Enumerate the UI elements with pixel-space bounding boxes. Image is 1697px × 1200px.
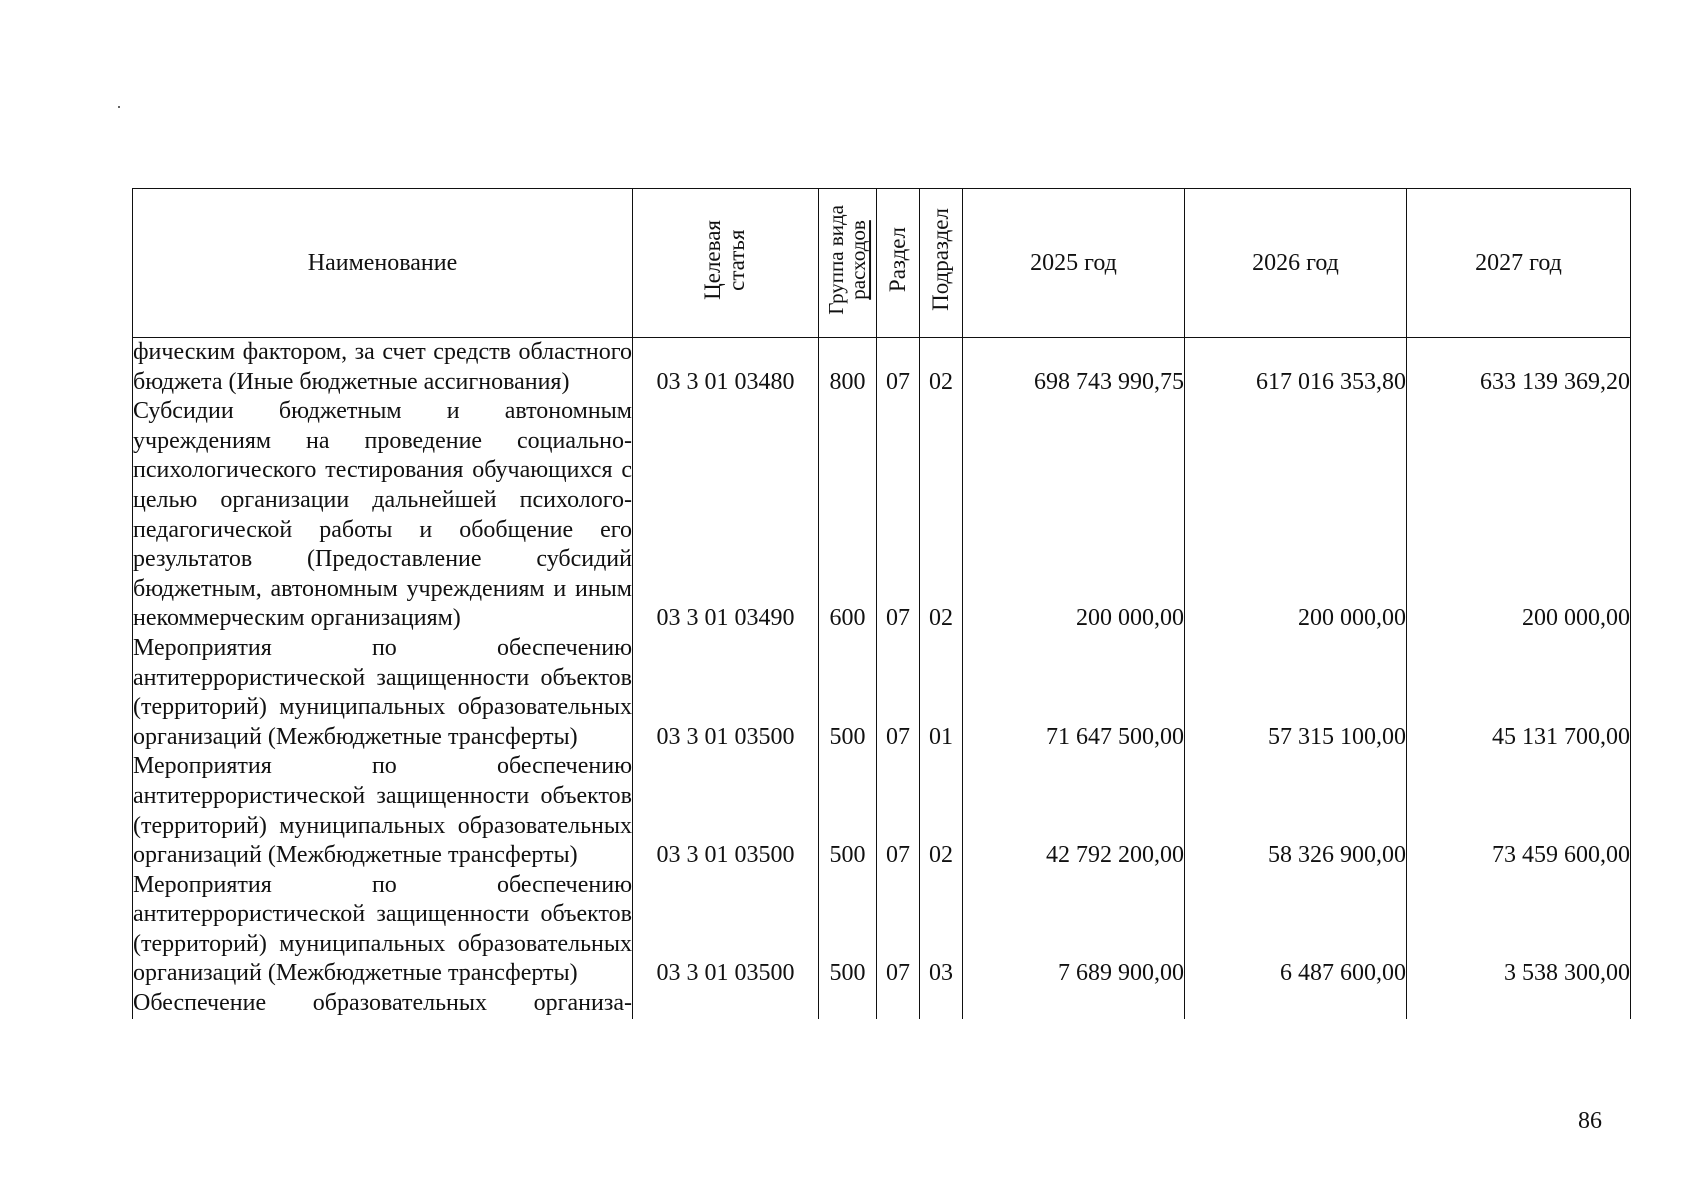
row-section: 07 (877, 634, 920, 752)
table-row (133, 989, 1631, 1019)
header-year-2027: 2027 год (1407, 189, 1631, 338)
row-amount-2025: 698 743 990,75 (963, 338, 1185, 398)
row-amount-2026: 200 000,00 (1185, 397, 1407, 634)
row-target-article: 03 3 01 03500 (633, 752, 819, 870)
header-name: Наименование (133, 189, 633, 338)
header-year-2025: 2025 год (963, 189, 1185, 338)
row-amount-2027: 633 139 369,20 (1407, 338, 1631, 398)
row-amount-2027: 3 538 300,00 (1407, 871, 1631, 989)
row-amount-2026: 6 487 600,00 (1185, 871, 1407, 989)
row-amount-2025 (963, 989, 1185, 1019)
row-amount-2026 (1185, 989, 1407, 1019)
row-subsection (920, 989, 963, 1019)
row-amount-2025: 200 000,00 (963, 397, 1185, 634)
row-name: Мероприятия по обеспечению антитеррористической защищенности объектов (территорий) муниципальных образовательных организаций (Межбюджетные трансферты) (133, 871, 633, 989)
row-subsection: 01 (920, 634, 963, 752)
row-amount-2025: 42 792 200,00 (963, 752, 1185, 870)
row-amount-2025: 71 647 500,00 (963, 634, 1185, 752)
row-name: Мероприятия по обеспечению антитеррористической защищенности объектов (территорий) муниципальных образовательных организаций (Межбюджетные трансферты) (133, 634, 633, 752)
header-section (877, 189, 920, 338)
header-code-line2: статья (724, 228, 750, 291)
row-expense-group: 800 (819, 338, 877, 398)
header-target-article-label (701, 220, 749, 300)
header-expense-group (819, 189, 877, 338)
row-amount-2026: 617 016 353,80 (1185, 338, 1407, 398)
row-expense-group: 500 (819, 871, 877, 989)
header-expense-group-label (825, 205, 869, 315)
row-expense-group: 500 (819, 634, 877, 752)
header-subsection-label: Подраздел (927, 208, 953, 311)
row-target-article: 03 3 01 03490 (633, 397, 819, 634)
row-section: 07 (877, 871, 920, 989)
row-amount-2027: 73 459 600,00 (1407, 752, 1631, 870)
row-amount-2027 (1407, 989, 1631, 1019)
row-expense-group (819, 989, 877, 1019)
scan-speck (118, 106, 120, 108)
row-expense-group: 500 (819, 752, 877, 870)
row-subsection: 02 (920, 338, 963, 398)
row-name: Мероприятия по обеспечению антитеррористической защищенности объектов (территорий) муниципальных образовательных организаций (Межбюджетные трансферты) (133, 752, 633, 870)
row-amount-2025: 7 689 900,00 (963, 871, 1185, 989)
row-amount-2026: 57 315 100,00 (1185, 634, 1407, 752)
header-row (133, 189, 1631, 338)
header-code-line1: Целевая (700, 219, 726, 300)
table-row (133, 634, 1631, 752)
header-subsection (920, 189, 963, 338)
row-section: 07 (877, 397, 920, 634)
row-amount-2026: 58 326 900,00 (1185, 752, 1407, 870)
row-section (877, 989, 920, 1019)
row-subsection: 02 (920, 752, 963, 870)
row-section: 07 (877, 752, 920, 870)
row-name: Субсидии бюджетным и автономным учреждениям на проведение социально-психологического тестирования обучающихся с целью организации дальнейшей психолого-педагогической работы и обобщение его результатов (Предоставление субсидий бюджетным, автономным учреждениям и иным некоммерческим организациям) (133, 397, 633, 634)
row-target-article: 03 3 01 03480 (633, 338, 819, 398)
header-year-2026: 2026 год (1185, 189, 1407, 338)
row-name: Обеспечение образовательных организа- (133, 989, 633, 1019)
row-expense-group: 600 (819, 397, 877, 634)
header-group-line1: Группа вида (824, 204, 849, 315)
row-target-article (633, 989, 819, 1019)
row-section: 07 (877, 338, 920, 398)
row-target-article: 03 3 01 03500 (633, 871, 819, 989)
header-section-label: Раздел (884, 226, 910, 293)
page-number: 86 (1578, 1108, 1602, 1134)
row-amount-2027: 200 000,00 (1407, 397, 1631, 634)
header-target-article (633, 189, 819, 338)
budget-table (132, 188, 1631, 1019)
row-name: фическим фактором, за счет средств областного бюджета (Иные бюджетные ассигнования) (133, 338, 633, 398)
table-row (133, 397, 1631, 634)
row-amount-2027: 45 131 700,00 (1407, 634, 1631, 752)
table-row (133, 752, 1631, 870)
header-group-line2: расходов (846, 219, 871, 300)
row-subsection: 03 (920, 871, 963, 989)
row-subsection: 02 (920, 397, 963, 634)
row-target-article: 03 3 01 03500 (633, 634, 819, 752)
table-row (133, 871, 1631, 989)
table-row (133, 338, 1631, 398)
